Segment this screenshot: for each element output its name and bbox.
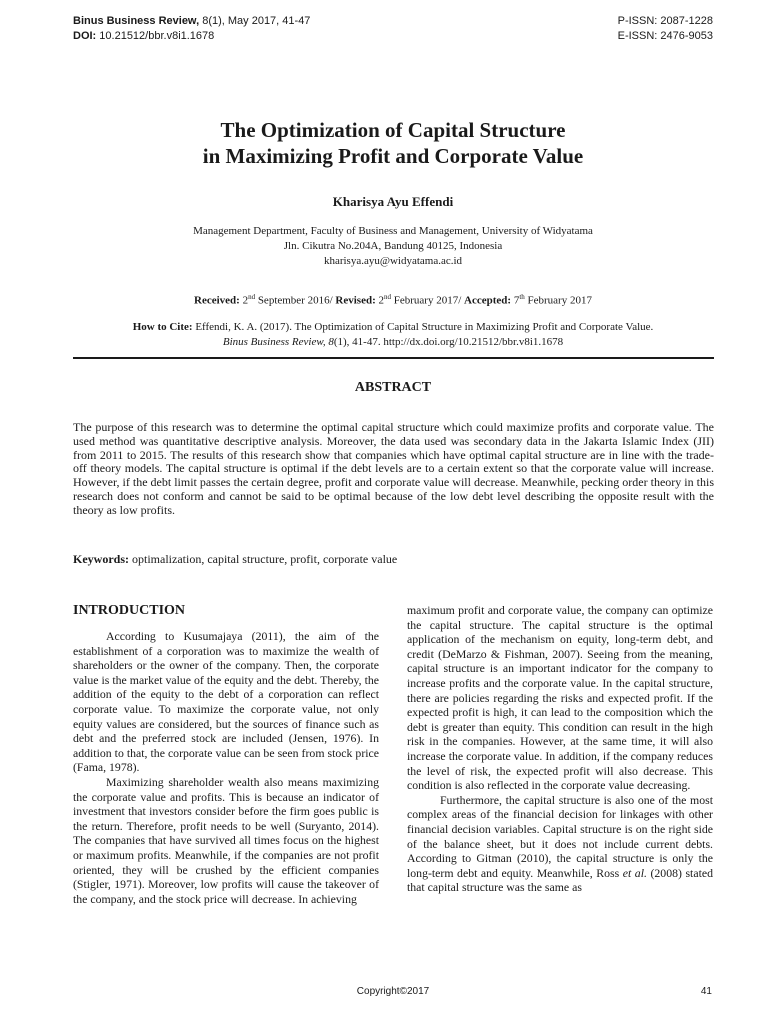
received-sup: nd [248,293,256,301]
doi-line [73,29,310,44]
left-column [73,629,379,906]
accepted-sup: th [519,293,525,301]
intro-paragraph-2: Maximizing shareholder wealth also means maximizing the corporate value and profits. This is because an indicator of investment that investors consider before the firm goes public is the return. Therefore, profit needs to be well (Suryanto, 2014). The companies that have survived all times focus on the highest or maximum profits. Meanwhile, if the companies are not profit oriented, they will be crushed by the efficient companies (Stigler, 1971). Moreover, low profits will cause the takeover of the company, and the stock price will decrease. In achieving [73,774,379,906]
copyright: Copyright©2017 [356,986,430,997]
title-line-2: in Maximizing Profit and Corporate Value [202,144,584,168]
issn-block [618,14,713,44]
running-header [73,14,310,44]
abstract-heading: ABSTRACT [354,380,432,395]
cite-line-2 [0,335,768,350]
journal-issue: 8(1), May 2017, 41-47 [199,15,311,27]
abstract-text: The purpose of this research was to determine the optimal capital structure which could maximize profits and corporate value. The used method was quantitative descriptive analysis. Moreover, the data used was secondary data in the Jakarta Islamic Index (JII) from 2011 to 2015. The results of this research show that companies which have optimal capital structure are in line with the trade-off theory models. The capital structure is optimal if the debt levels are to a certain extent so that the corporate value will increase. However, if the debt limit passes the certain degree, profit and corporate value will decrease. Meanwhile, pecking order theory in this research does not conform and cannot be said to be optimal because of the low debt level describing the opposite result with the theory as low profits. [73,420,714,517]
intro-paragraph-3 [407,793,713,895]
cite-line-1 [0,320,768,335]
author-name: Kharisya Ayu Effendi [332,194,454,209]
doi-label: DOI: [73,30,97,42]
header-divider [73,357,714,359]
p3-text-b: (2008) stated that capital structure was the same as [407,865,713,895]
affiliation-line-1: Management Department, Faculty of Business and Management, University of Widyatama [193,225,593,237]
cite-volume: 8 [328,336,334,348]
cite-label: How to Cite: [132,321,193,333]
intro-paragraph-2-continued: maximum profit and corporate value, the company can optimize the capital structure. The capital structure is the optimal application of the mechanism on equity, long-term debt, and credit (DeMarzo & Fishman, 2007). Seeing from the meaning, capital structure is an important indicator for the company to increase profits and the corporate value. In the capital structure, there are policies regarding the risks and expected profit. If the expected profit is high, it can lead to the composition which the debt is greater than equity. This condition can result in the high risk in the companies. However, at the same time, it will also increase the corporate value. In addition, if the company reduces the level of risk, the expected profit will also decrease. This condition is also reflected in the corporate value decreasing. [407,603,713,793]
eissn: E-ISSN: 2476-9053 [617,30,713,42]
revised-label: Revised: [335,294,376,307]
p3-etal: et al. [622,865,647,880]
revised-sup: nd [384,293,391,301]
revised-day: 2 [378,294,384,307]
keywords-label: Keywords: [73,552,129,566]
how-to-cite [0,320,768,350]
cite-text: Effendi, K. A. (2017). The Optimization of Capital Structure in Maximizing Profit and Corporate Value. [195,321,654,333]
accepted-day: 7 [513,294,520,307]
article-title [0,117,768,169]
right-column [407,603,713,895]
cite-rest[interactable]: (1), 41-47. http://dx.doi.org/10.21512/bbr.v8i1.1678 [333,336,564,348]
revised-rest: February 2017/ [391,294,462,307]
received-label: Received: [194,294,240,307]
keywords [73,552,714,567]
accepted-label: Accepted: [464,294,512,307]
accepted-rest: February 2017 [524,294,592,307]
intro-paragraph-1: According to Kusumajaya (2011), the aim of the establishment of a corporation was to maximize the wealth of shareholders or the owner of the company. Then, the corporate value is the market value of the equity and the debt. Thereby, the addition of the equity to the debt of a corporation can reflect corporate value. To maximize the corporate value, not only equity values are considered, but the sources of finance such as debt and the preferred stock are included (Jensen, 1976). In addition to that, the corporate value can be seen from stock price (Fama, 1978). [73,629,379,775]
cite-journal: Binus Business Review, [222,336,326,348]
journal-name: Binus Business Review, [73,15,200,27]
page-number: 41 [700,986,712,997]
received-day: 2 [242,294,249,307]
article-dates [0,293,768,307]
introduction-heading: INTRODUCTION [73,603,186,618]
title-line-1: The Optimization of Capital Structure [220,118,566,142]
journal-citation-line [73,14,310,29]
author-email[interactable]: kharisya.ayu@widyatama.ac.id [323,255,463,267]
pissn: P-ISSN: 2087-1228 [617,15,713,27]
affiliation [0,224,768,269]
keywords-text: optimalization, capital structure, profit, corporate value [129,552,398,566]
doi-value[interactable]: 10.21512/bbr.v8i1.1678 [96,30,215,42]
affiliation-line-2: Jln. Cikutra No.204A, Bandung 40125, Indonesia [283,240,503,252]
p3-text-a: Furthermore, the capital structure is also one of the most complex areas of the financial decision for linkages with other financial decision variables. Capital structure is on the right side of the balance sheet, but it does not include current debts. According to Gitman (2010), the capital structure is only the long-term debt and equity. Meanwhile, Ross [407,792,713,880]
received-rest: September 2016/ [255,294,333,307]
